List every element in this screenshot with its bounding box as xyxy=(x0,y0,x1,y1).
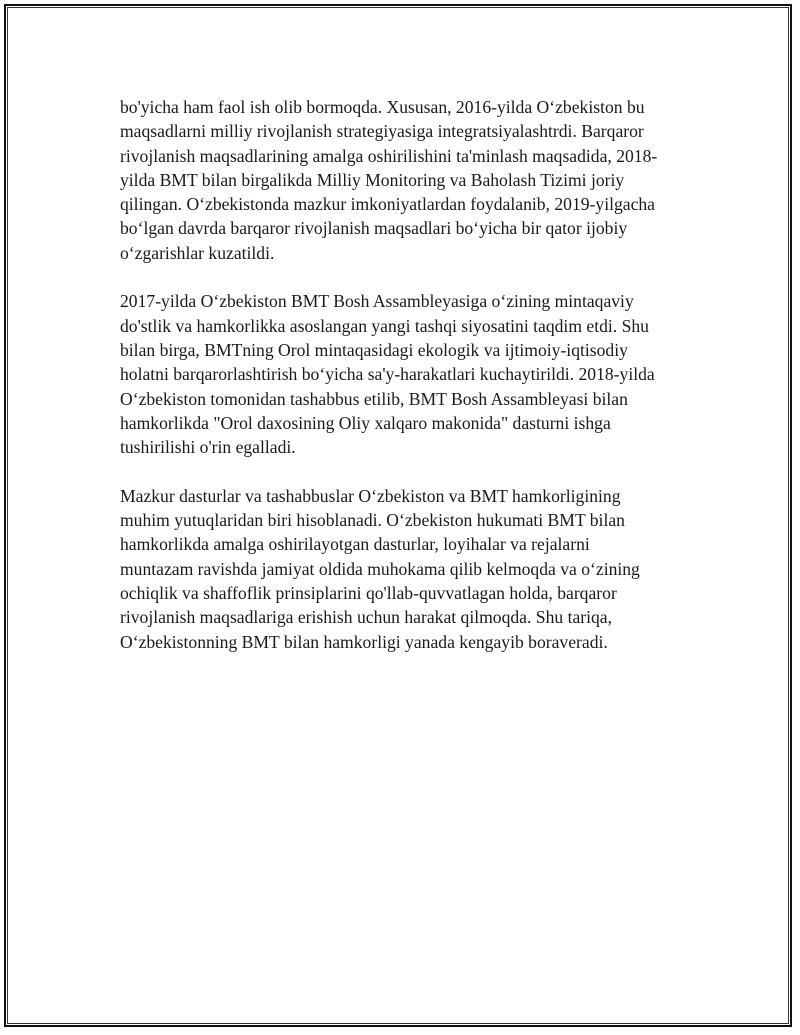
paragraph-line: maqsadlarni milliy rivojlanish strategiyasiga integratsiyalashtrdi. Barqaror xyxy=(120,121,644,142)
paragraph-line: bilan birga, BMTning Orol mintaqasidagi ekologik va ijtimoiy-iqtisodiy xyxy=(120,339,628,360)
paragraph-line: bo'yicha ham faol ish olib bormoqda. Xususan, 2016-yilda O‘zbekiston bu xyxy=(120,97,645,117)
paragraph-3 xyxy=(120,484,700,654)
paragraph-line: O‘zbekistonning BMT bilan hamkorligi yanada kengayib boraveradi. xyxy=(120,631,608,652)
page-frame xyxy=(4,4,792,1027)
paragraph-line: Mazkur dasturlar va tashabbuslar O‘zbekiston va BMT hamkorligining xyxy=(120,485,621,506)
paragraph-line: qilingan. O‘zbekistonda mazkur imkoniyatlardan foydalanib, 2019-yilgacha xyxy=(120,194,655,215)
paragraph-line: ochiqlik va shaffoflik prinsiplarini qo'llab-quvvatlagan holda, barqaror xyxy=(120,582,617,603)
paragraph-line: 2017-yilda O‘zbekiston BMT Bosh Assambleyasiga o‘zining mintaqaviy xyxy=(120,291,634,312)
paragraph-line: O‘zbekiston tomonidan tashabbus etilib, BMT Bosh Assambleyasi bilan xyxy=(120,388,628,409)
paragraph-line: hamkorlikda "Orol daxosining Oliy xalqaro makonida" dasturni ishga xyxy=(120,412,611,433)
paragraph-line: muhim yutuqlaridan biri hisoblanadi. O‘zbekiston hukumati BMT bilan xyxy=(120,510,625,531)
paragraph-line: hamkorlikda amalga oshirilayotgan dasturlar, loyihalar va rejalarni xyxy=(120,534,590,555)
paragraph-line: o‘zgarishlar kuzatildi. xyxy=(120,242,275,263)
paragraph-line: muntazam ravishda jamiyat oldida muhokama qilib kelmoqda va o‘zining xyxy=(120,558,640,579)
document-body xyxy=(120,95,700,678)
paragraph-line: rivojlanish maqsadlarining amalga oshirilishini ta'minlash maqsadida, 2018- xyxy=(120,145,658,166)
paragraph-line: yilda BMT bilan birgalikda Milliy Monitoring va Baholash Tizimi joriy xyxy=(120,169,625,190)
paragraph-line: bo‘lgan davrda barqaror rivojlanish maqsadlari bo‘yicha bir qator ijobiy xyxy=(120,218,628,239)
paragraph-line: tushirilishi o'rin egalladi. xyxy=(120,437,296,458)
paragraph-1 xyxy=(120,95,700,265)
paragraph-line: rivojlanish maqsadlariga erishish uchun harakat qilmoqda. Shu tariqa, xyxy=(120,607,613,628)
paragraph-2 xyxy=(120,289,700,459)
paragraph-line: holatni barqarorlashtirish bo‘yicha sa'y-harakatlari kuchaytirildi. 2018-yilda xyxy=(120,364,655,385)
paragraph-line: do'stlik va hamkorlikka asoslangan yangi tashqi siyosatini taqdim etdi. Shu xyxy=(120,315,649,336)
